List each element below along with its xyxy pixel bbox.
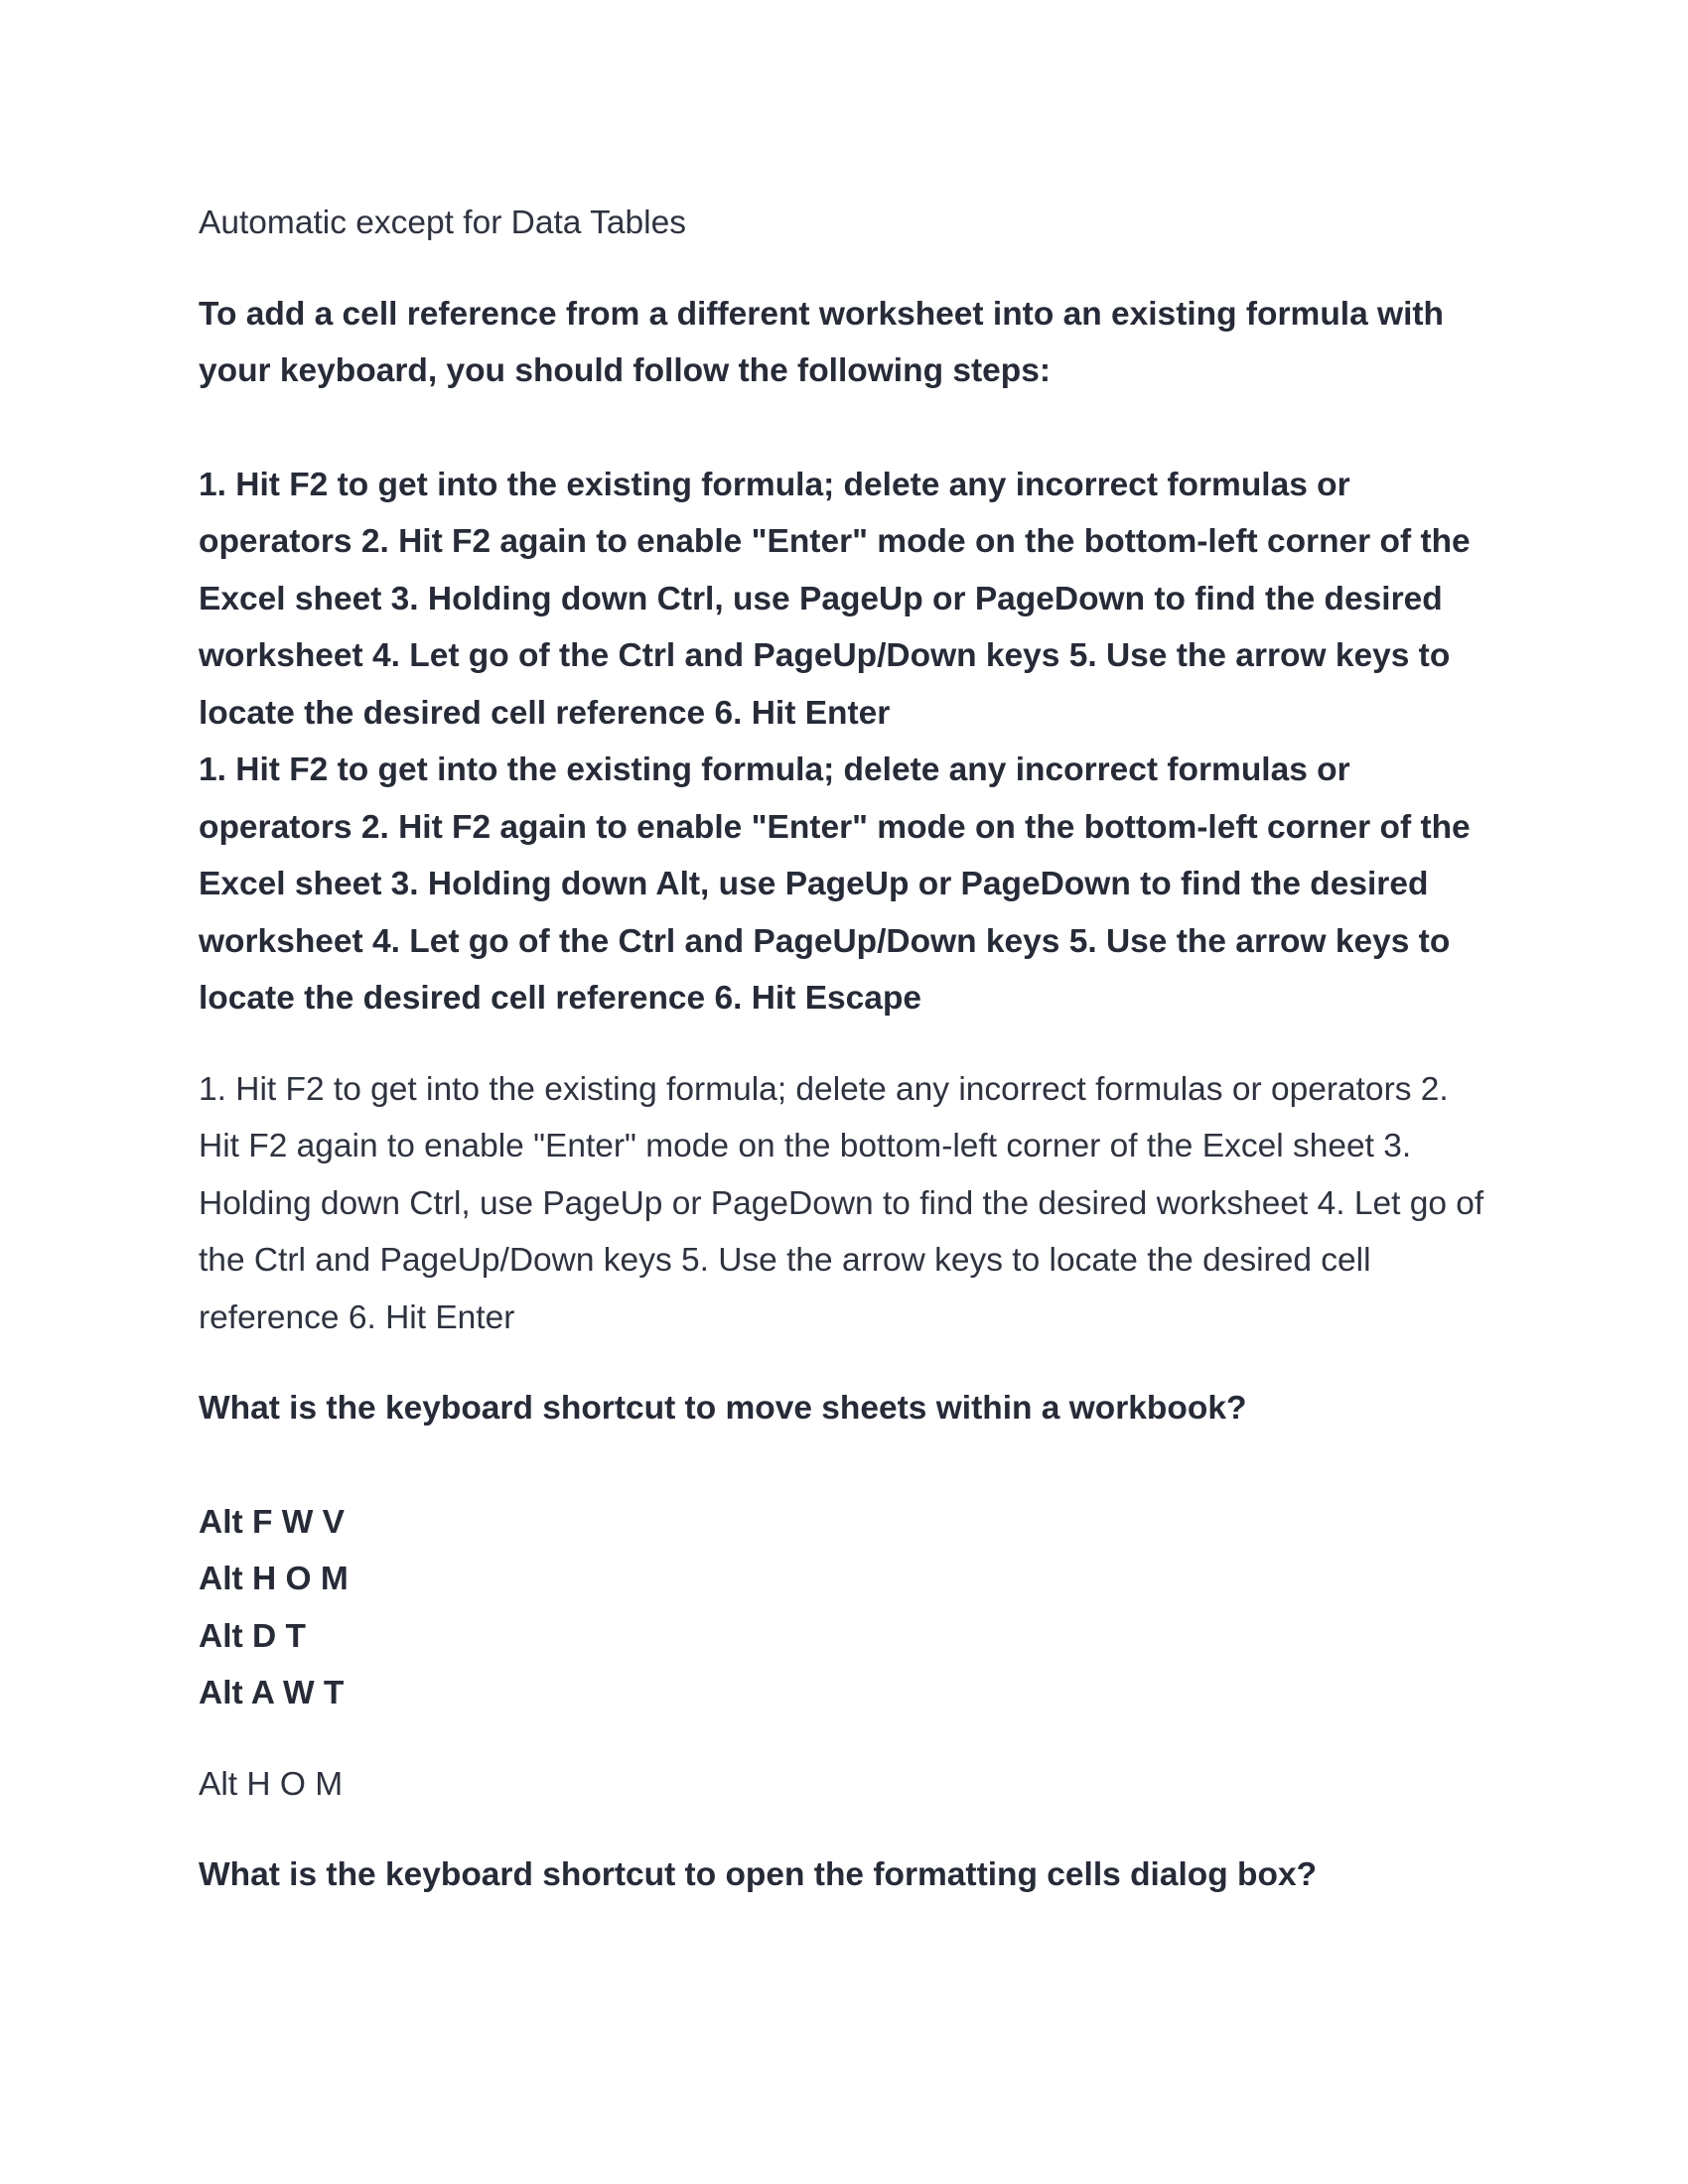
option-list [199, 1494, 1489, 1722]
question: What is the keyboard shortcut to move sheets within a workbook? [199, 1390, 1247, 1427]
option-line: locate the desired cell reference 6. Hit Enter [199, 694, 891, 732]
answer-line: the Ctrl and PageUp/Down keys 5. Use the arrow keys to locate the desired cell [199, 1242, 1371, 1279]
answer-text [199, 1061, 1489, 1347]
question-line: your keyboard, you should follow the following steps: [199, 352, 1052, 389]
answer-line: Hit F2 again to enable "Enter" mode on the bottom-left corner of the Excel sheet 3. [199, 1128, 1412, 1164]
answer-line: 1. Hit F2 to get into the existing formula; delete any incorrect formulas or operators 2. [199, 1070, 1449, 1108]
answer-option: Alt A W T [199, 1675, 345, 1711]
option-line: Excel sheet 3. Holding down Alt, use PageUp or PageDown to find the desired [199, 866, 1429, 902]
option-line: 1. Hit F2 to get into the existing formula; delete any incorrect formulas or [199, 466, 1350, 503]
option-line: worksheet 4. Let go of the Ctrl and PageUp/Down keys 5. Use the arrow keys to [199, 922, 1451, 960]
option-line: operators 2. Hit F2 again to enable "Enter" mode on the bottom-left corner of the [199, 523, 1471, 560]
answer-text: Alt H O M [199, 1765, 344, 1803]
question-line: To add a cell reference from a different worksheet into an existing formula with [199, 295, 1445, 333]
document-page [199, 195, 1489, 1904]
answer-option [199, 457, 1489, 743]
answer-option: Alt H O M [199, 1561, 349, 1597]
option-line: 1. Hit F2 to get into the existing formula; delete any incorrect formulas or [199, 751, 1350, 788]
option-line: Excel sheet 3. Holding down Ctrl, use PageUp or PageDown to find the desired [199, 580, 1443, 617]
answer-text: Automatic except for Data Tables [199, 205, 686, 241]
option-line: worksheet 4. Let go of the Ctrl and PageUp/Down keys 5. Use the arrow keys to [199, 637, 1451, 674]
answer-option: Alt F W V [199, 1503, 346, 1541]
answer-option [199, 742, 1489, 1027]
answer-option: Alt D T [199, 1617, 306, 1655]
answer-line: reference 6. Hit Enter [199, 1298, 515, 1336]
option-line: operators 2. Hit F2 again to enable "Enter" mode on the bottom-left corner of the [199, 808, 1471, 846]
answer-line: Holding down Ctrl, use PageUp or PageDown to find the desired worksheet 4. Let go of [199, 1184, 1484, 1222]
question [199, 286, 1489, 400]
option-line: locate the desired cell reference 6. Hit Escape [199, 980, 922, 1017]
question: What is the keyboard shortcut to open the formatting cells dialog box? [199, 1856, 1318, 1893]
